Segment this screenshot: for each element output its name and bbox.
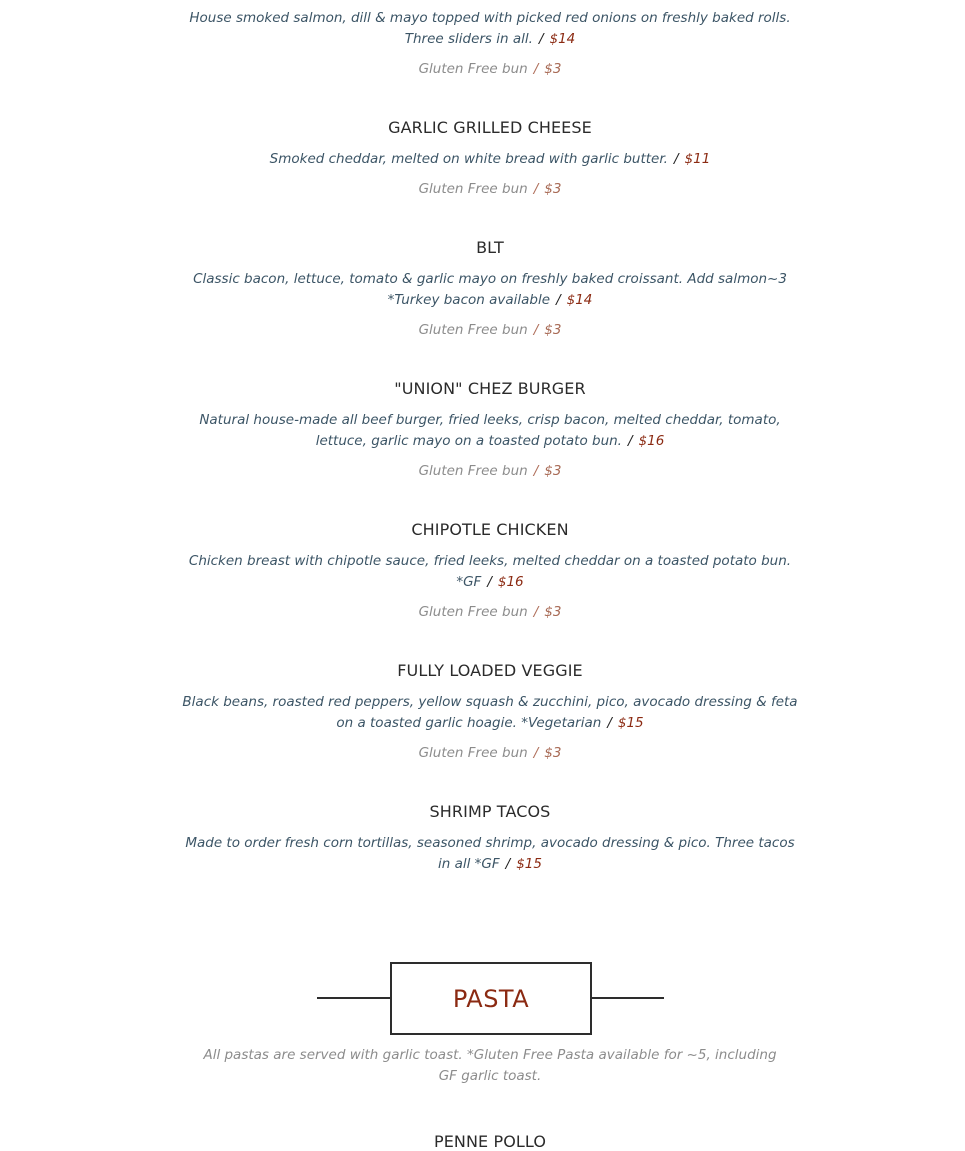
addon-price: $3: [544, 745, 562, 761]
addon-line: [0, 745, 965, 761]
divider-right: [590, 997, 664, 999]
menu-item-title: PENNE POLLO: [433, 1132, 547, 1151]
addon-price: $3: [544, 181, 562, 197]
menu-item-title: "UNION" CHEZ BURGER: [394, 379, 586, 398]
addon-line: [0, 61, 965, 77]
description-text: Made to order fresh corn tortillas, seasoned shrimp, avocado dressing & pico. Three tacos in all *GF: [185, 835, 795, 872]
addon-line: [0, 181, 965, 197]
addon-line: [0, 463, 965, 479]
addon-label: Gluten Free bun: [418, 61, 528, 77]
menu-item-description: [180, 149, 800, 170]
separator: /: [673, 151, 679, 167]
separator: /: [607, 715, 612, 731]
addon-price: $3: [544, 322, 562, 338]
separator: /: [533, 181, 539, 197]
menu-item-description: [180, 269, 800, 311]
addon-price: $3: [544, 604, 562, 620]
menu-item-description: [180, 410, 800, 452]
item-price: $11: [684, 151, 711, 167]
item-price: $16: [638, 433, 665, 449]
menu-item-title: BLT: [476, 238, 504, 257]
description-text: Classic bacon, lettuce, tomato & garlic mayo on freshly baked croissant. Add salmon~3 *Turkey bacon available: [193, 271, 787, 308]
item-price: $15: [617, 715, 644, 731]
menu-item-title: CHIPOTLE CHICKEN: [411, 520, 569, 539]
separator: /: [487, 574, 492, 590]
description-text: Black beans, roasted red peppers, yellow squash & zucchini, pico, avocado dressing & feta on a toasted garlic hoagie. *Vegetarian: [182, 694, 798, 731]
separator: /: [627, 433, 633, 449]
separator: /: [533, 322, 539, 338]
section-title: PASTA: [452, 984, 530, 1013]
separator: /: [533, 745, 539, 761]
menu-item-description: [180, 692, 800, 734]
section-header: [317, 962, 664, 1034]
menu-item-title: GARLIC GRILLED CHEESE: [388, 118, 592, 137]
description-text: Smoked cheddar, melted on white bread with garlic butter.: [269, 151, 668, 167]
separator: /: [533, 604, 539, 620]
addon-label: Gluten Free bun: [418, 322, 528, 338]
divider-left: [317, 997, 391, 999]
addon-label: Gluten Free bun: [418, 604, 528, 620]
separator: /: [533, 61, 539, 77]
menu-item-title: FULLY LOADED VEGGIE: [397, 661, 583, 680]
menu-item-description: [180, 833, 800, 875]
section-title-box: [390, 962, 592, 1035]
addon-label: Gluten Free bun: [418, 745, 528, 761]
item-price: $16: [497, 574, 524, 590]
description-text: Chicken breast with chipotle sauce, fried leeks, melted cheddar on a toasted potato bun. *GF: [188, 553, 792, 590]
addon-label: Gluten Free bun: [418, 463, 528, 479]
item-price: $14: [549, 31, 576, 47]
menu-item-title: SHRIMP TACOS: [429, 802, 551, 821]
section-note: All pastas are served with garlic toast. *Gluten Free Pasta available for ~5, including GF garlic toast.: [203, 1047, 777, 1084]
menu-item-description: [180, 8, 800, 50]
description-text: Natural house-made all beef burger, fried leeks, crisp bacon, melted cheddar, tomato, lettuce, garlic mayo on a toasted potato bun.: [199, 412, 781, 449]
addon-line: [0, 604, 965, 620]
item-price: $14: [566, 292, 593, 308]
description-text: House smoked salmon, dill & mayo topped with picked red onions on freshly baked rolls. Three sliders in all.: [189, 10, 791, 47]
separator: /: [556, 292, 561, 308]
separator: /: [505, 856, 511, 872]
addon-price: $3: [544, 61, 562, 77]
separator: /: [533, 463, 539, 479]
addon-price: $3: [544, 463, 562, 479]
menu-item-description: [180, 551, 800, 593]
addon-line: [0, 322, 965, 338]
separator: /: [538, 31, 544, 47]
addon-label: Gluten Free bun: [418, 181, 528, 197]
item-price: $15: [516, 856, 542, 872]
